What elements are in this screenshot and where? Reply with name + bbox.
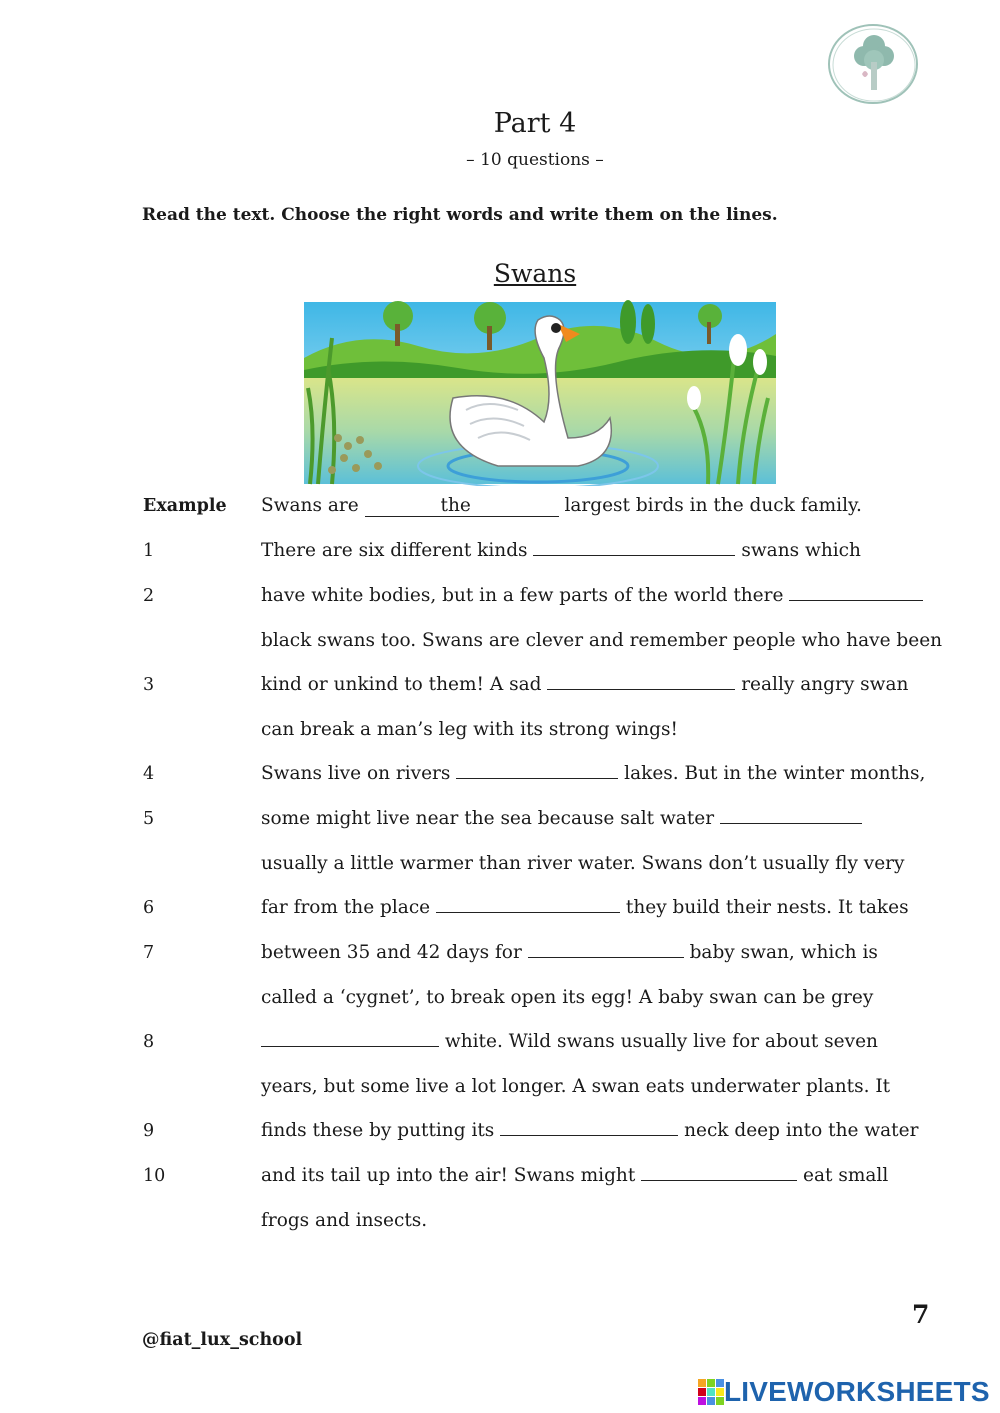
story-line: frogs and insects. — [261, 1210, 428, 1231]
line-text-before: There are six different kinds — [261, 540, 528, 561]
story-line: years, but some live a lot longer. A swan eats underwater plants. It — [261, 1076, 891, 1097]
answer-blank[interactable] — [641, 1165, 797, 1181]
line-text-before: between 35 and 42 days for — [261, 942, 522, 963]
story-title: Swans — [493, 259, 577, 288]
question-number: 10 — [143, 1166, 166, 1186]
page-subtitle: – 10 questions – — [466, 150, 604, 170]
story-line — [261, 808, 862, 829]
line-text-after: swans which — [741, 540, 861, 561]
brand-name: LIVEWORKSHEETS — [724, 1376, 990, 1407]
story-line: called a ‘cygnet’, to break open its egg! A baby swan can be grey — [261, 987, 874, 1008]
question-number: 6 — [143, 898, 155, 918]
answer-blank[interactable] — [528, 942, 684, 958]
page-number: 7 — [912, 1300, 930, 1329]
answer-blank[interactable] — [547, 674, 735, 690]
liveworksheets-brand[interactable] — [698, 1376, 990, 1408]
story-line — [261, 585, 923, 606]
story-line: usually a little warmer than river water. Swans don’t usually fly very — [261, 853, 905, 874]
question-number: 9 — [143, 1121, 155, 1141]
story-line — [261, 897, 909, 918]
page-title: Part 4 — [493, 108, 577, 139]
line-text-after: eat small — [803, 1165, 889, 1186]
story-line — [261, 1165, 888, 1186]
answer-blank[interactable] — [720, 808, 862, 824]
swan-on-lake-illustration — [298, 298, 788, 486]
question-number: 7 — [143, 943, 155, 963]
example-label: Example — [143, 496, 227, 516]
author-handle: @fiat_lux_school — [142, 1330, 303, 1350]
question-number: 2 — [143, 586, 155, 606]
answer-blank[interactable] — [261, 1031, 439, 1047]
line-text-after: white. Wild swans usually live for about seven — [444, 1031, 878, 1052]
story-line — [261, 1031, 878, 1052]
story-line — [261, 763, 925, 784]
line-text-before: and its tail up into the air! Swans might — [261, 1165, 636, 1186]
answer-blank[interactable] — [789, 585, 923, 601]
example-text-after: largest birds in the duck family. — [564, 495, 862, 516]
liveworksheets-grid-icon — [698, 1379, 724, 1405]
story-line — [261, 674, 908, 695]
story-line — [261, 540, 861, 561]
answer-blank[interactable] — [500, 1120, 678, 1136]
line-text-before: kind or unkind to them! A sad — [261, 674, 542, 695]
example-text-before: Swans are — [261, 495, 359, 516]
question-number: 4 — [143, 764, 155, 784]
line-text-after: neck deep into the water — [684, 1120, 919, 1141]
question-number: 3 — [143, 675, 155, 695]
tree-logo-icon — [826, 22, 920, 106]
question-number: 8 — [143, 1032, 155, 1052]
line-text-after: lakes. But in the winter months, — [624, 763, 926, 784]
example-line — [261, 495, 862, 517]
answer-blank[interactable] — [533, 540, 735, 556]
answer-blank[interactable] — [456, 763, 618, 779]
line-text-after: really angry swan — [741, 674, 909, 695]
line-text-before: far from the place — [261, 897, 431, 918]
line-text-after: baby swan, which is — [689, 942, 878, 963]
story-line: can break a man’s leg with its strong wings! — [261, 719, 678, 740]
line-text-before: some might live near the sea because salt water — [261, 808, 715, 829]
story-line: black swans too. Swans are clever and remember people who have been — [261, 630, 943, 651]
story-line — [261, 1120, 918, 1141]
line-text-before: Swans live on rivers — [261, 763, 451, 784]
line-text-before: finds these by putting its — [261, 1120, 495, 1141]
line-text-after: they build their nests. It takes — [625, 897, 909, 918]
instructions: Read the text. Choose the right words and write them on the lines. — [142, 205, 778, 225]
story-line — [261, 942, 878, 963]
question-number: 5 — [143, 809, 155, 829]
line-text-before: have white bodies, but in a few parts of the world there — [261, 585, 784, 606]
answer-blank[interactable] — [436, 897, 620, 913]
question-number: 1 — [143, 541, 155, 561]
example-answer: the — [365, 495, 559, 517]
